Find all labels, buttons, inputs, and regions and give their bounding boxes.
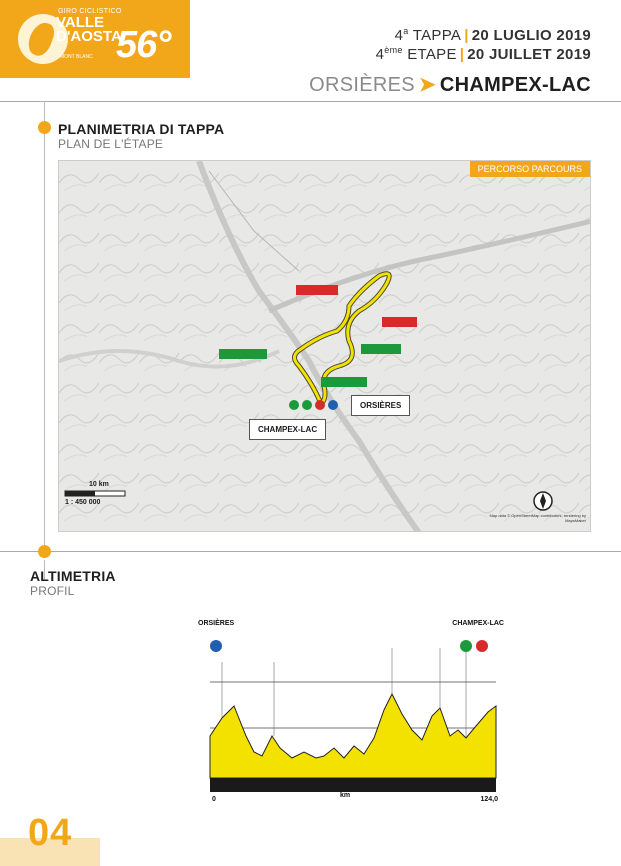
map-finish-label: CHAMPEX-LAC bbox=[249, 419, 326, 440]
profile-km-label: km bbox=[340, 792, 351, 799]
profile-km-end: 124,0 bbox=[480, 796, 498, 803]
stage-label-fr: ETAPE bbox=[407, 46, 457, 63]
planimetry-title: PLANIMETRIA DI TAPPA bbox=[58, 121, 225, 137]
profile-start: ORSIÈRES bbox=[198, 620, 235, 627]
profile-finish: CHAMPEX-LAC bbox=[452, 620, 504, 627]
logo-top-text: GIRO CICLISTICO bbox=[58, 8, 122, 15]
map-scale-km: 10 km bbox=[89, 481, 109, 488]
map-terrain bbox=[59, 161, 591, 532]
route-legend-tag bbox=[470, 161, 590, 177]
section-dot bbox=[38, 545, 51, 558]
altimetry-title: ALTIMETRIA bbox=[30, 568, 116, 584]
logo-name: VALLE D'AOSTA bbox=[56, 14, 122, 45]
section-dot bbox=[38, 121, 51, 134]
route-to: CHAMPEX-LAC bbox=[439, 74, 591, 96]
edition-number: 56° bbox=[116, 24, 171, 66]
map-start-label: ORSIÈRES bbox=[351, 395, 410, 416]
stage-map bbox=[58, 160, 591, 532]
stage-date-fr: 20 JUILLET 2019 bbox=[467, 46, 591, 63]
stage-line-it bbox=[395, 26, 591, 44]
profile-chart bbox=[196, 618, 506, 813]
legend-it: PERCORSO bbox=[477, 164, 530, 174]
map-scale-ratio: 1 : 450 000 bbox=[65, 499, 101, 506]
section-line bbox=[44, 101, 45, 550]
stage-date-it: 20 LUGLIO 2019 bbox=[471, 27, 591, 44]
planimetry-subtitle: PLAN DE L'ÉTAPE bbox=[58, 137, 164, 151]
separator: | bbox=[459, 46, 465, 63]
stage-number-it: 4 bbox=[394, 27, 404, 44]
profile-km-start: 0 bbox=[212, 796, 216, 803]
page-number: 04 bbox=[28, 812, 73, 854]
separator: | bbox=[464, 27, 469, 44]
header-divider bbox=[0, 101, 621, 102]
map-credit: Map data © OpenStreetMap contributors, rendering by MapsMaker bbox=[489, 513, 586, 523]
altimetry-subtitle: PROFIL bbox=[30, 584, 75, 598]
stage-route bbox=[309, 72, 591, 97]
route-arrow-icon: ➤ bbox=[418, 74, 436, 96]
legend-fr: PARCOURS bbox=[531, 164, 582, 174]
stage-label-it: TAPPA bbox=[412, 27, 462, 44]
stage-sup-it: a bbox=[403, 26, 409, 36]
route-from: ORSIÈRES bbox=[309, 74, 415, 96]
stage-sup-fr: ème bbox=[384, 45, 403, 55]
elevation-profile bbox=[196, 618, 506, 813]
stage-line-fr bbox=[376, 45, 591, 63]
logo-sub-text: MONT BLANC bbox=[60, 54, 93, 60]
stage-number-fr: 4 bbox=[375, 46, 385, 63]
altimetry-divider bbox=[0, 551, 621, 552]
